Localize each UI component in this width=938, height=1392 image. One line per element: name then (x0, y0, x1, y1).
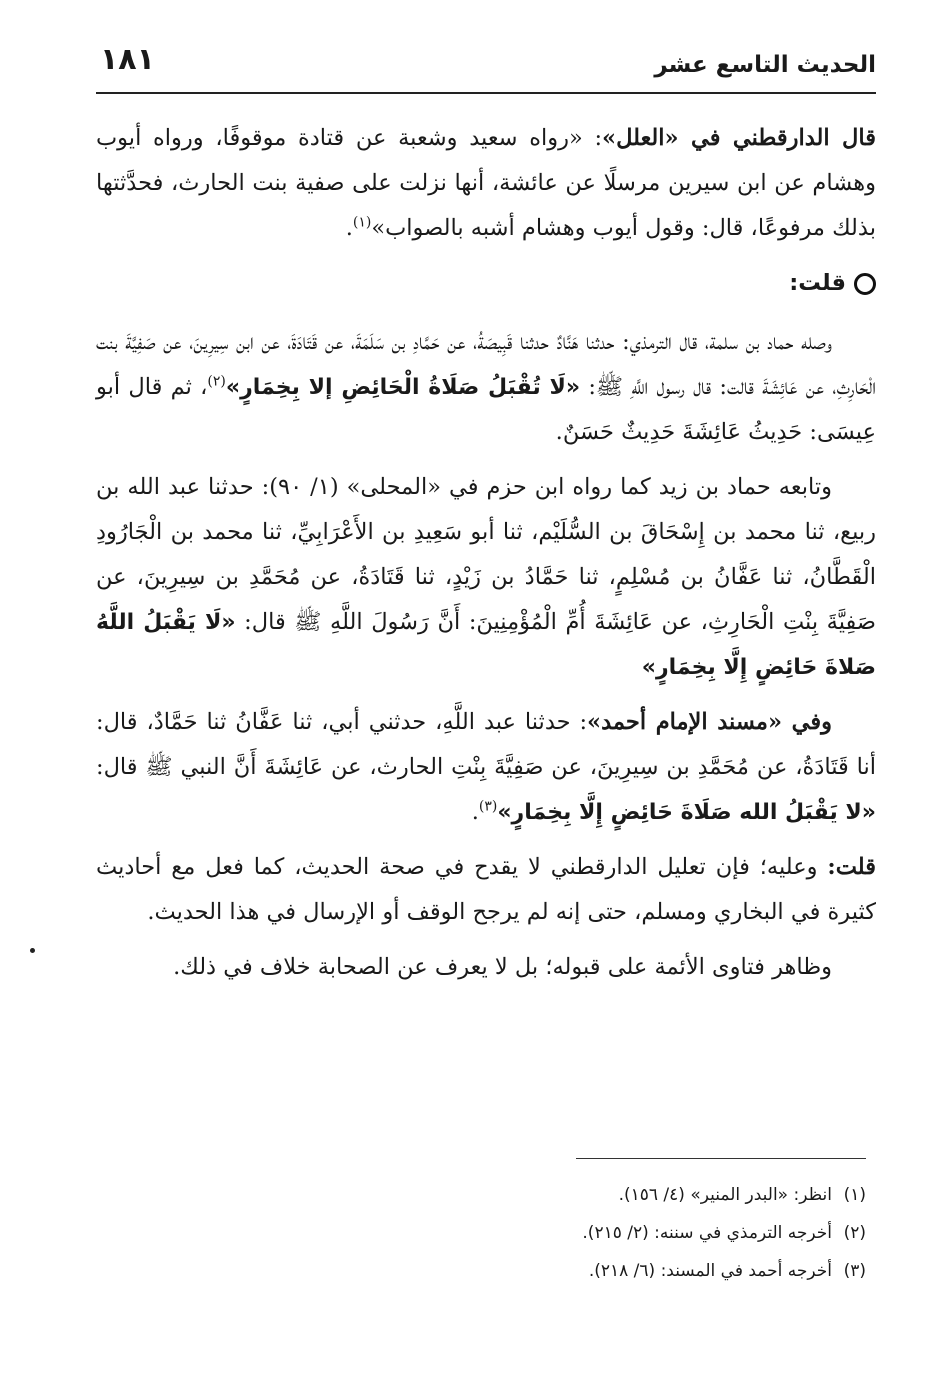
paragraph-end: . (345, 215, 353, 241)
hadith-text: «لا يَقْبَلُ الله صَلَاةَ حَائِضٍ إِلَّا بِخِمَارٍ» (497, 800, 876, 825)
paragraph-text: : «رواه سعيد وشعبة عن قتادة موقوفًا، ورواه أيوب وهشام عن ابن سيرين مرسلًا عن عائشة، أنها نزلت على صفية بنت الحارث، فحدَّثتها بذلك مرفوعًا، قال: وقول أيوب وهشام أشبه بالصواب» (96, 125, 876, 241)
paragraph-musnad-ahmad (96, 700, 876, 835)
source-citation: قال الدارقطني في «العلل» (602, 125, 876, 151)
footnote-text: أخرجه أحمد في المسند: (٦/ ٢١٨). (588, 1261, 832, 1281)
paragraph-ibn-hazm (96, 465, 876, 690)
page-header (96, 38, 876, 94)
paragraph-text: وظاهر فتاوى الأئمة على قبوله؛ بل لا يعرف عن الصحابة خلاف في ذلك. (173, 954, 832, 980)
paragraph-daraqutni (96, 116, 876, 251)
source-citation: وفي «مسند الإمام أحمد» (587, 709, 832, 735)
footnote-number: (١) (843, 1185, 866, 1205)
footnote-item (200, 1252, 866, 1290)
circle-bullet-icon (854, 273, 876, 295)
footnote-ref-2: (٢) (207, 373, 226, 390)
footnotes (200, 1176, 866, 1290)
hadith-text: «لَا يَقْبَلُ اللَّهُ صَلاةَ حَائِضٍ إِلَّا بِخِمَارٍ» (96, 610, 876, 680)
qult-heading-label: قلت: (789, 270, 846, 296)
paragraph-conclusion (96, 845, 876, 935)
paragraph-tirmidhi (96, 320, 876, 455)
footnote-number: (٣) (843, 1261, 866, 1281)
qult-heading (96, 261, 876, 306)
footnote-ref-1: (١) (352, 214, 372, 231)
paragraph-text: وعليه؛ فإن تعليل الدارقطني لا يقدح في صحة الحديث، كما فعل مع أحاديث كثيرة في البخاري ومسلم، حتى إنه لم يرجح الوقف أو الإرسال في هذا الحديث. (96, 854, 876, 925)
footnote-separator (576, 1158, 866, 1159)
page-number: ١٨١ (100, 42, 155, 77)
footnote-text: انظر: «البدر المنير» (٤/ ١٥٦). (618, 1185, 832, 1205)
paragraph-fatawa (96, 945, 876, 990)
paragraph-text: وتابعه حماد بن زيد كما رواه ابن حزم في «المحلى» (١/ ٩٠): حدثنا عبد الله بن ربيع، ثنا محمد بن إِسْحَاقَ بن السُّلَيْم، ثنا أبو سَعِيدِ بن الأَعْرَابِيِّ، ثنا محمد بن الْجَارُودِ الْقَطَّانُ، ثنا عَفَّانُ بن مُسْلِمٍ، ثنا حَمَّادُ بن زَيْدٍ، ثنا قَتَادَةُ، عن مُحَمَّدِ بن سِيرِينَ، عن صَفِيَّةَ بِنْتِ الْحَارِثِ، عن عَائِشَةَ أُمِّ الْمُؤْمِنِينَ: أَنَّ رَسُولَ اللَّهِ ﷺ قال: (96, 474, 876, 635)
paragraph-text-after: ، ثم قال أبو عِيسَى: حَدِيثُ عَائِشَةَ حَدِيثٌ حَسَنٌ. (96, 374, 876, 445)
qult-label: قلت: (827, 854, 876, 880)
footnote-text: أخرجه الترمذي في سننه: (٢/ ٢١٥). (582, 1223, 832, 1243)
paragraph-text: وصله حماد بن سلمة، قال الترمذي: حدثنا هَنَّادٌ حدثنا قَبِيصَةُ، عن حَمَّادِ بن سَلَمَةَ، عن قَتَادَةَ، عن ابن سِيرِينَ، عن صَفِيَّةَ بنت الْحَارِثِ، عن عَائِشَةَ قالت: قال رسول اللَّهِ ﷺ: (96, 329, 876, 400)
running-title: الحديث التاسع عشر (654, 52, 876, 78)
paragraph-end: . (471, 799, 479, 825)
paragraph-text: : حدثنا عبد اللَّهِ، حدثني أبي، ثنا عَفَّانُ ثنا حَمَّادٌ، قال: أنا قَتَادَةُ، عن مُحَمَّدِ بن سِيرِينَ، عن صَفِيَّةَ بِنْتِ الحارث، عن عَائِشَةَ أَنَّ النبي ﷺ قال: (96, 709, 876, 780)
footnote-number: (٢) (843, 1223, 866, 1243)
footnote-item (200, 1176, 866, 1214)
hadith-text: «لَا تُقْبَلُ صَلَاةُ الْحَائِضِ إلا بِخِمَارٍ» (225, 375, 581, 400)
stray-dot (30, 948, 35, 953)
main-text (96, 116, 876, 1000)
footnote-ref-3: (٣) (478, 798, 498, 815)
footnote-item (200, 1214, 866, 1252)
